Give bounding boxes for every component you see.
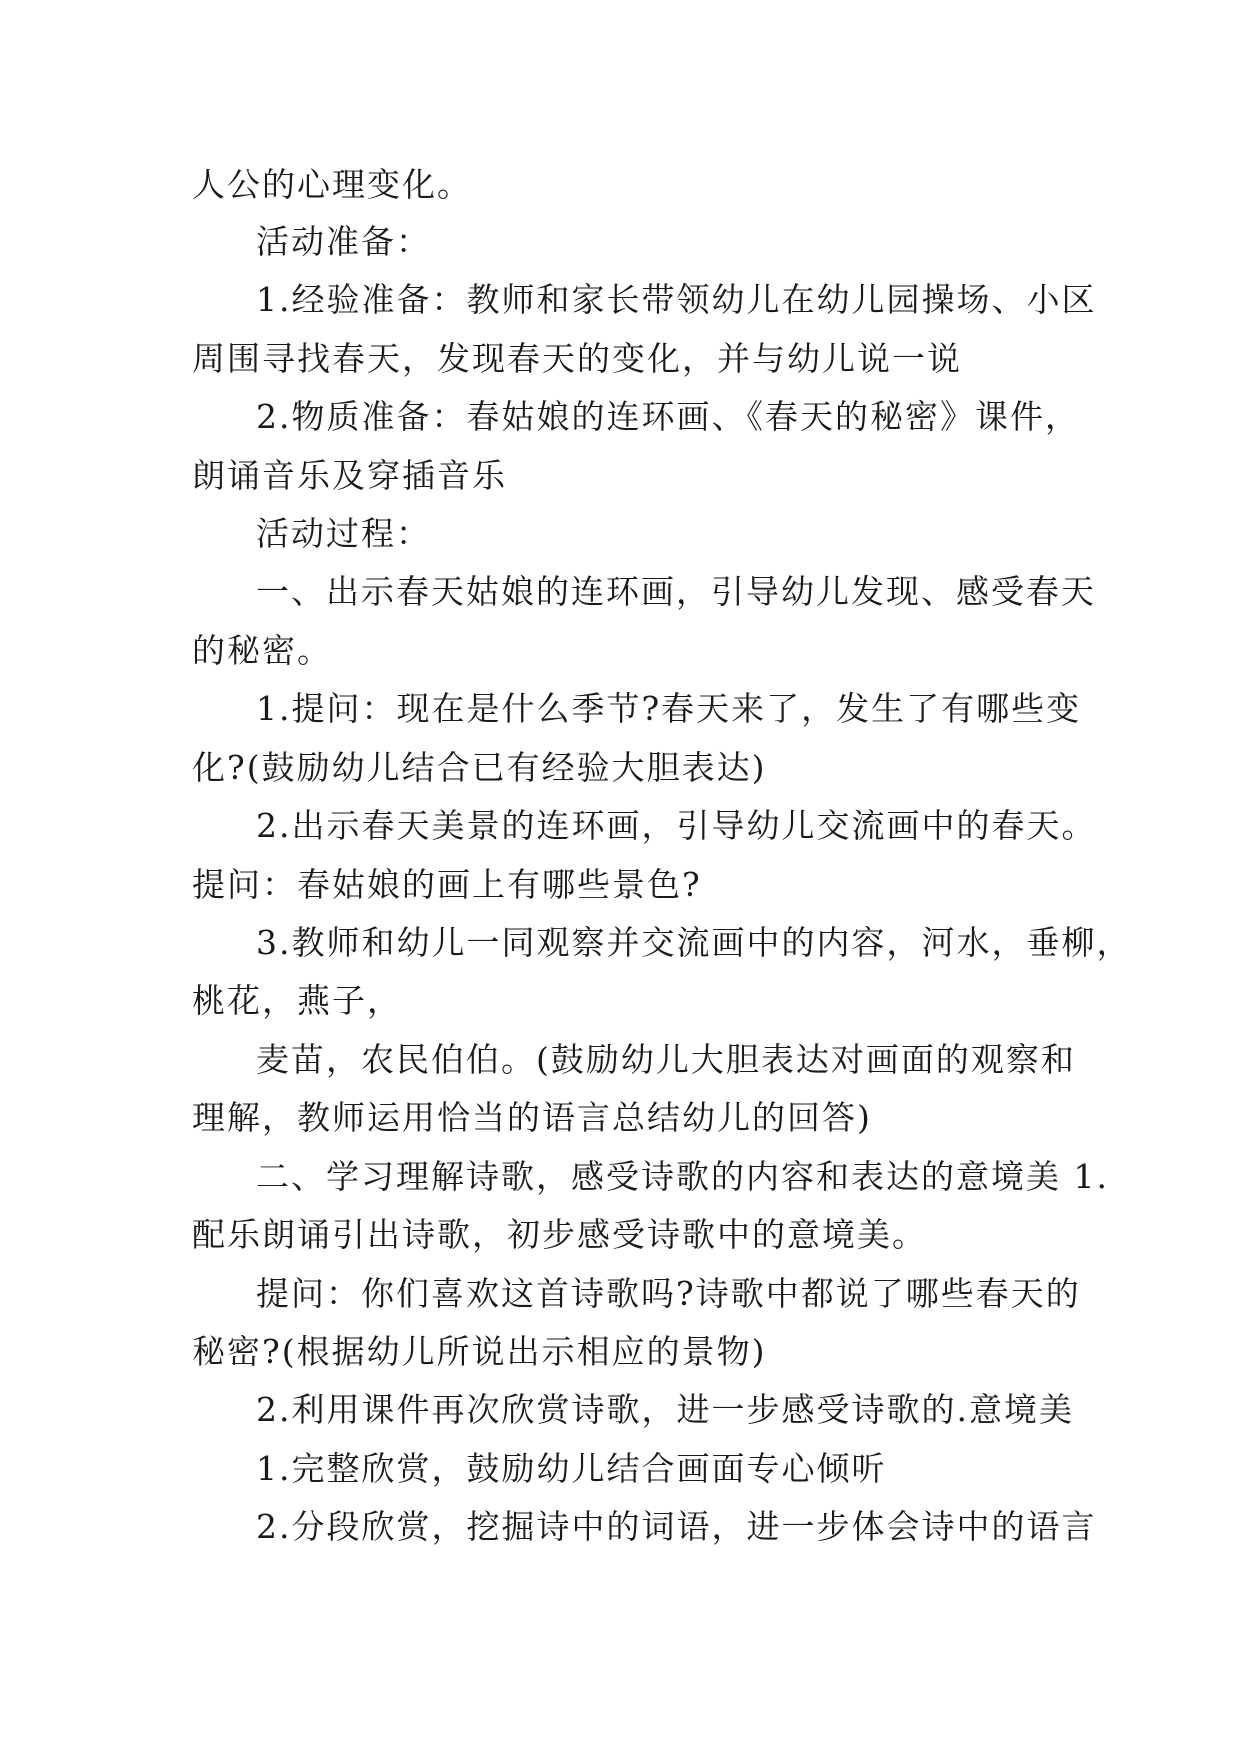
text-line: 桃花，燕子， — [192, 981, 402, 1020]
text-line: 2.物质准备：春姑娘的连环画、《春天的秘密》课件， — [256, 397, 1080, 436]
text-line: 3.教师和幼儿一同观察并交流画中的内容，河水，垂柳， — [256, 923, 1132, 962]
text-line: 1.经验准备：教师和家长带领幼儿在幼儿园操场、小区 — [256, 280, 1097, 319]
text-line: 一、出示春天姑娘的连环画，引导幼儿发现、感受春天 — [256, 572, 1096, 611]
text-line: 配乐朗诵引出诗歌，初步感受诗歌中的意境美。 — [192, 1215, 927, 1254]
text-line: 1.提问：现在是什么季节?春天来了，发生了有哪些变 — [256, 689, 1082, 728]
text-line: 的秘密。 — [192, 631, 332, 670]
text-line: 二、学习理解诗歌，感受诗歌的内容和表达的意境美 1. — [256, 1157, 1109, 1196]
text-line: 麦苗，农民伯伯。(鼓励幼儿大胆表达对画面的观察和 — [256, 1040, 1076, 1079]
text-line: 朗诵音乐及穿插音乐 — [192, 456, 507, 495]
text-line: 2.利用课件再次欣赏诗歌，进一步感受诗歌的.意境美 — [256, 1390, 1074, 1429]
text-line: 活动过程： — [256, 514, 431, 553]
text-line: 1.完整欣赏，鼓励幼儿结合画面专心倾听 — [256, 1449, 887, 1488]
text-line: 提问：你们喜欢这首诗歌吗?诗歌中都说了哪些春天的 — [256, 1274, 1081, 1313]
text-line: 提问：春姑娘的画上有哪些景色? — [192, 865, 702, 904]
text-line: 周围寻找春天，发现春天的变化，并与幼儿说一说 — [192, 339, 962, 378]
text-line: 秘密?(根据幼儿所说出示相应的景物) — [192, 1332, 767, 1371]
text-line: 2.出示春天美景的连环画，引导幼儿交流画中的春天。 — [256, 806, 1097, 845]
text-line: 人公的心理变化。 — [192, 165, 472, 204]
text-line: 2.分段欣赏，挖掘诗中的词语，进一步体会诗中的语言 — [256, 1507, 1097, 1546]
text-line: 理解，教师运用恰当的语言总结幼儿的回答) — [192, 1098, 872, 1137]
text-line: 活动准备： — [256, 222, 431, 261]
text-line: 化?(鼓励幼儿结合已有经验大胆表达) — [192, 748, 767, 787]
